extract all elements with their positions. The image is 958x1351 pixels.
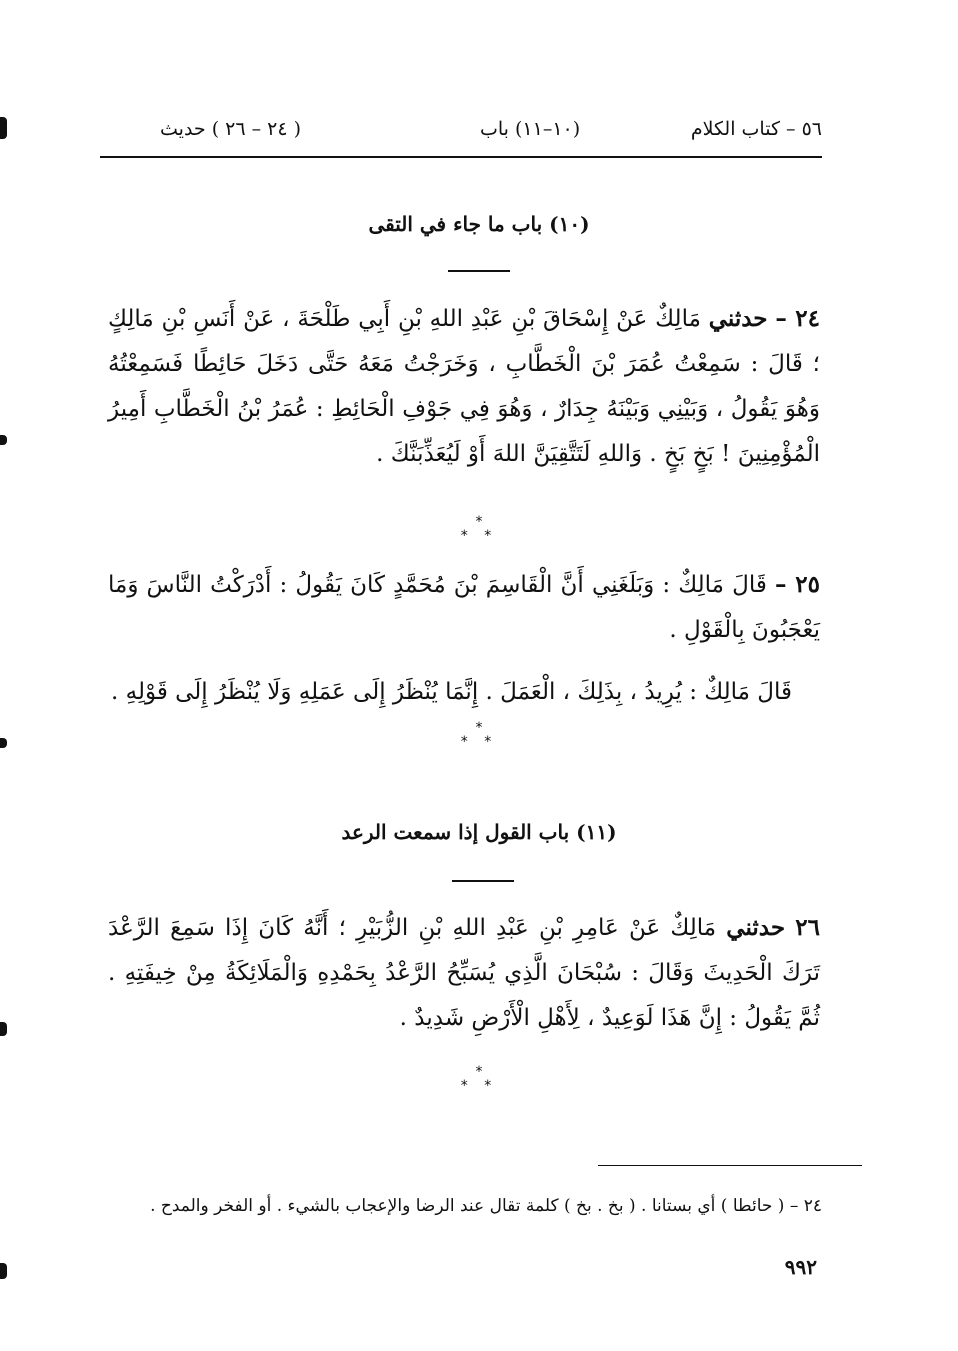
narration-keyword: حدثني [708, 305, 768, 332]
hadith-text: قَالَ مَالِكٌ : وَبَلَغَنِي أَنَّ الْقَاسِمَ بْنَ مُحَمَّدٍ كَانَ يَقُولُ : أَدْرَكْتُ النَّاسَ وَمَا يَعْجَبُونَ بِالْقَوْلِ . [108, 572, 820, 643]
hadith-number: ٢٤ – [775, 305, 821, 332]
footnote-divider [598, 1165, 862, 1166]
section-divider [452, 880, 514, 882]
hadith-24 [108, 296, 820, 477]
asterism-separator: * * * [460, 720, 498, 750]
header-chapter-ref: (١٠–١١) باب [480, 118, 581, 140]
section-divider [448, 270, 510, 272]
scan-edge-mark [0, 1263, 7, 1279]
scan-edge-mark [0, 117, 7, 139]
scan-edge-mark [0, 1022, 7, 1036]
comment-text: قَالَ مَالِكٌ : يُرِيدُ ، بِذَلِكَ ، الْعَمَلَ . إِنَّمَا يُنْظَرُ إِلَى عَمَلِهِ وَلَا يُنْظَرُ إِلَى قَوْلِهِ . [110, 679, 792, 705]
asterism-separator: * * * [460, 514, 498, 544]
scan-edge-mark [0, 435, 7, 445]
hadith-number: ٢٥ – [774, 571, 820, 598]
running-header [100, 112, 822, 152]
section-title-11: (١١) باب القول إذا سمعت الرعد [341, 820, 617, 844]
footnote-24: ٢٤ – ( حائطا ) أي بستانا . ( بخ . بخ ) كلمة تقال عند الرضا والإعجاب بالشيء . أو الفخر والمدح . [150, 1196, 822, 1216]
hadith-number: ٢٦ [795, 914, 820, 941]
narration-keyword: حدثني [726, 914, 786, 941]
asterism-separator: * * * [460, 1064, 498, 1094]
header-divider [100, 156, 822, 158]
hadith-25-comment [108, 670, 820, 715]
hadith-25 [108, 562, 820, 653]
hadith-text: مَالِكٌ عَنْ إِسْحَاقَ بْنِ عَبْدِ اللهِ بْنِ أَبِي طَلْحَةَ ، عَنْ أَنَسِ بْنِ مَالِكٍ ؛ قَالَ : سَمِعْتُ عُمَرَ بْنَ الْخَطَّابِ ، وَخَرَجْتُ مَعَهُ حَتَّى دَخَلَ حَائِطًا فَسَمِعْتُهُ وَهُوَ يَقُولُ ، وَبَيْنِي وَبَيْنَهُ جِدَارٌ ، وَهُوَ فِي جَوْفِ الْحَائِطِ : عُمَرُ بْنُ الْخَطَّابِ أَمِيرُ الْمُؤْمِنِينَ ! بَخٍ بَخٍ . وَاللهِ لَتَتَّقِيَنَّ اللهَ أَوْ لَيُعَذِّبَنَّكَ . [108, 306, 820, 467]
hadith-26 [108, 905, 820, 1041]
scan-edge-mark [0, 738, 7, 748]
hadith-text: مَالِكٌ عَنْ عَامِرِ بْنِ عَبْدِ اللهِ بْنِ الزُّبَيْرِ ؛ أَنَّهُ كَانَ إِذَا سَمِعَ الرَّعْدَ تَرَكَ الْحَدِيثَ وَقَالَ : سُبْحَانَ الَّذِي يُسَبِّحُ الرَّعْدُ بِحَمْدِهِ وَالْمَلَائِكَةُ مِنْ خِيفَتِهِ . ثُمَّ يَقُولُ : إِنَّ هَذَا لَوَعِيدٌ ، لِأَهْلِ الْأَرْضِ شَدِيدٌ . [108, 915, 820, 1031]
header-hadith-range: ( ٢٤ – ٢٦ ) حديث [160, 118, 302, 140]
section-title-10: (١٠) باب ما جاء في التقى [368, 212, 590, 236]
header-book-title: ٥٦ – كتاب الكلام [690, 118, 822, 140]
page-number: ٩٩٢ [784, 1255, 817, 1279]
